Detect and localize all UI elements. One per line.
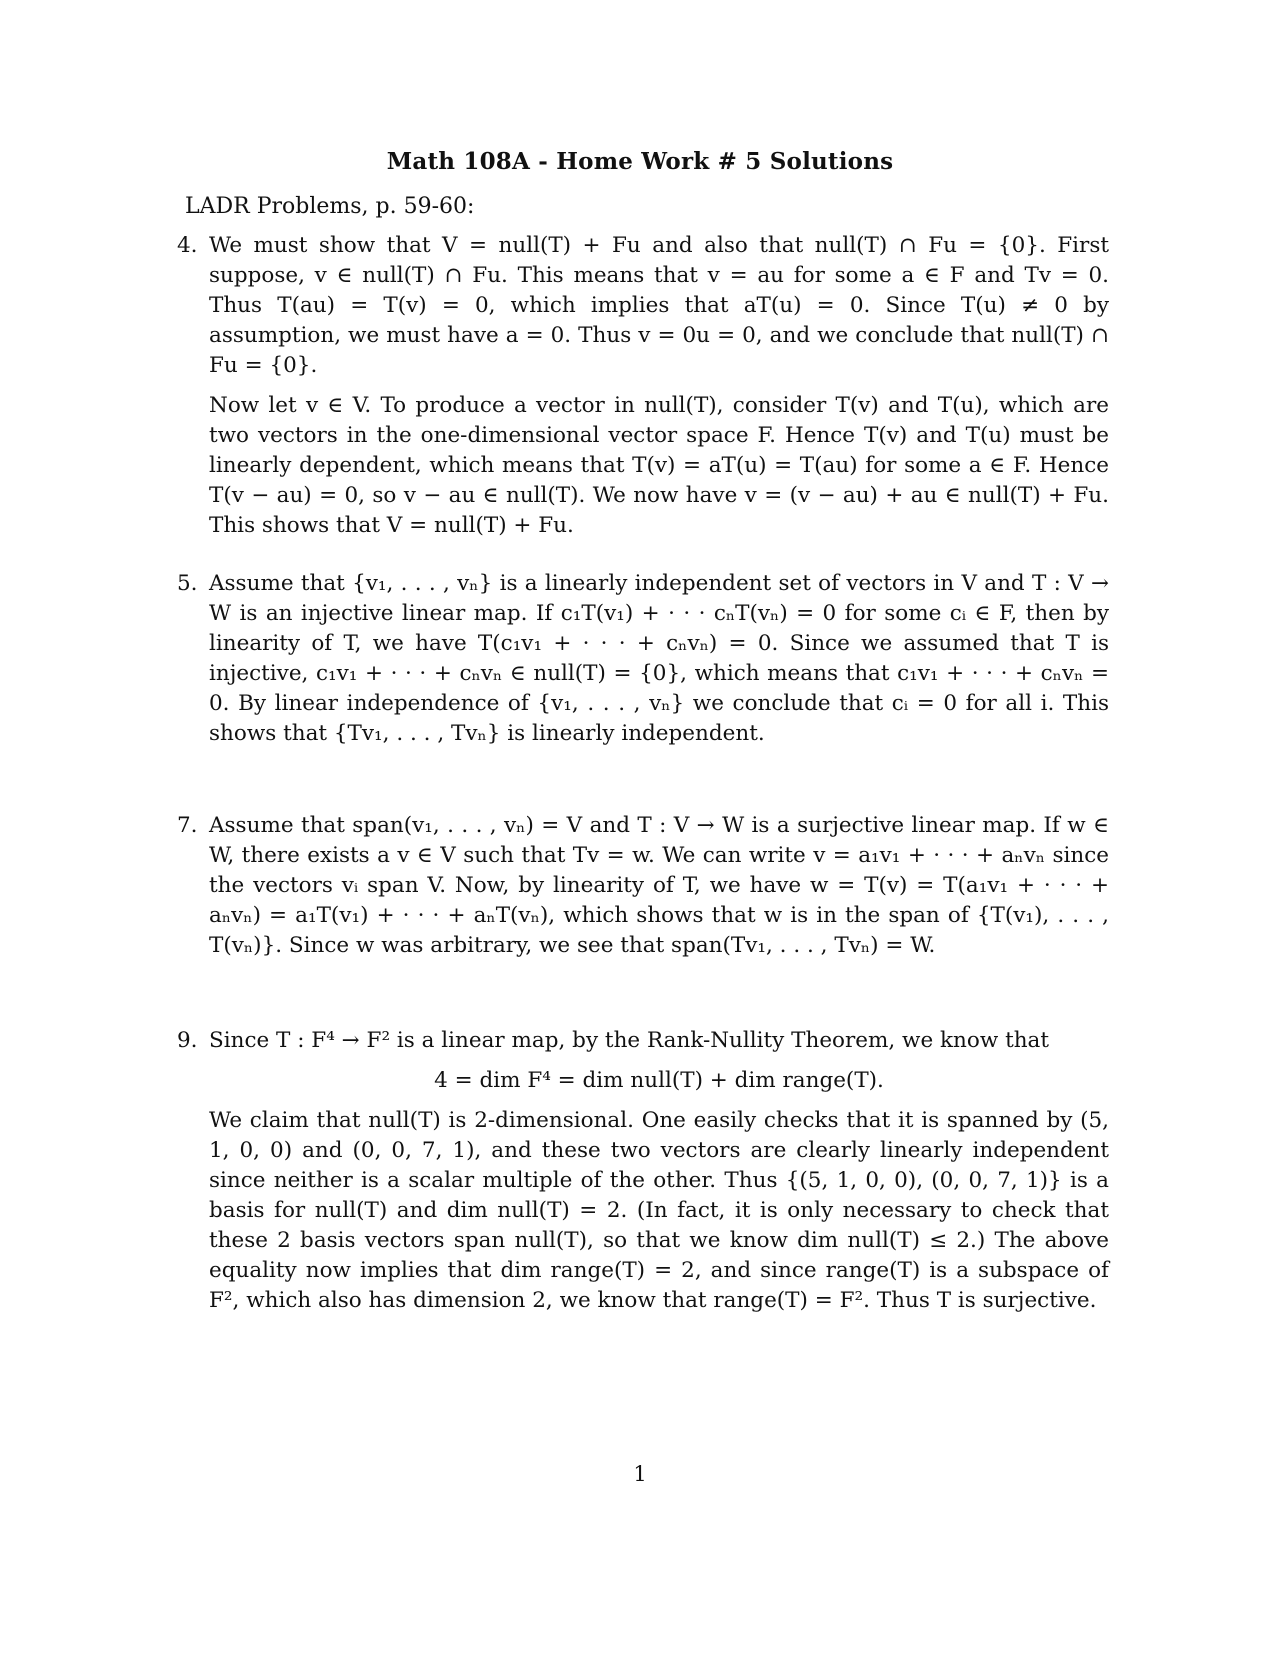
problem-body xyxy=(209,231,1109,551)
problem-body xyxy=(209,811,1109,971)
problem-paragraph: Now let v ∈ V. To produce a vector in null(T), consider T(v) and T(u), which are two vectors in the one-dimensional vector space F. Hence T(v) and T(u) must be linearly dependent, which means that T(v) = aT(u) = T(au) for some a ∈ F. Hence T(v − au) = 0, so v − au ∈ null(T). We now have v = (v − au) + au ∈ null(T) + Fu. This shows that V = null(T) + Fu. xyxy=(209,393,1109,538)
rank-nullity-equation: 4 = dim F⁴ = dim null(T) + dim range(T). xyxy=(434,1068,884,1093)
problem-number: 7. xyxy=(177,813,198,838)
page-number: 1 xyxy=(633,1462,647,1486)
problem-paragraph: Assume that {v₁, . . . , vₙ} is a linearly independent set of vectors in V and T : V → W is an injective linear map. If c₁T(v₁) + · · · cₙT(vₙ) = 0 for some cᵢ ∈ F, then by linearity of T, we have T(c₁v₁ + · · · + cₙvₙ) = 0. Since we assumed that T is injective, c₁v₁ + · · · + cₙvₙ ∈ null(T) = {0}, which means that c₁v₁ + · · · + cₙvₙ = 0. By linear independence of {v₁, . . . , vₙ} we conclude that cᵢ = 0 for all i. This shows that {Tv₁, . . . , Tvₙ} is linearly independent. xyxy=(209,571,1109,746)
problem-body xyxy=(209,1026,1109,1326)
intro-line: LADR Problems, p. 59-60: xyxy=(185,194,475,219)
problem-number: 4. xyxy=(177,233,198,258)
problem-lead: Since T : F⁴ → F² is a linear map, by the Rank-Nullity Theorem, we know that xyxy=(209,1028,1050,1053)
problem-paragraph: Assume that span(v₁, . . . , vₙ) = V and T : V → W is a surjective linear map. If w ∈ W, there exists a v ∈ V such that Tv = w. We can write v = a₁v₁ + · · · + aₙvₙ since the vectors vᵢ span V. Now, by linearity of T, we have w = T(v) = T(a₁v₁ + · · · + aₙvₙ) = a₁T(v₁) + · · · + aₙT(vₙ), which shows that w is in the span of {T(v₁), . . . , T(vₙ)}. Since w was arbitrary, we see that span(Tv₁, . . . , Tvₙ) = W. xyxy=(209,813,1109,958)
document-title: Math 108A - Home Work # 5 Solutions xyxy=(386,148,894,175)
problem-paragraph: We claim that null(T) is 2-dimensional. One easily checks that it is spanned by (5, 1, 0, 0) and (0, 0, 7, 1), and these two vectors are clearly linearly independent since neither is a scalar multiple of the other. Thus {(5, 1, 0, 0), (0, 0, 7, 1)} is a basis for null(T) and dim null(T) = 2. (In fact, it is only necessary to check that these 2 basis vectors span null(T), so that we know dim null(T) ≤ 2.) The above equality now implies that dim range(T) = 2, and since range(T) is a subspace of F², which also has dimension 2, we know that range(T) = F². Thus T is surjective. xyxy=(209,1108,1109,1313)
problem-number: 9. xyxy=(177,1028,198,1053)
problem-number: 5. xyxy=(177,571,198,596)
problem-body xyxy=(209,569,1109,759)
problem-paragraph: We must show that V = null(T) + Fu and also that null(T) ∩ Fu = {0}. First suppose, v ∈ null(T) ∩ Fu. This means that v = au for some a ∈ F and Tv = 0. Thus T(au) = T(v) = 0, which implies that aT(u) = 0. Since T(u) ≠ 0 by assumption, we must have a = 0. Thus v = 0u = 0, and we conclude that null(T) ∩ Fu = {0}. xyxy=(209,233,1109,378)
